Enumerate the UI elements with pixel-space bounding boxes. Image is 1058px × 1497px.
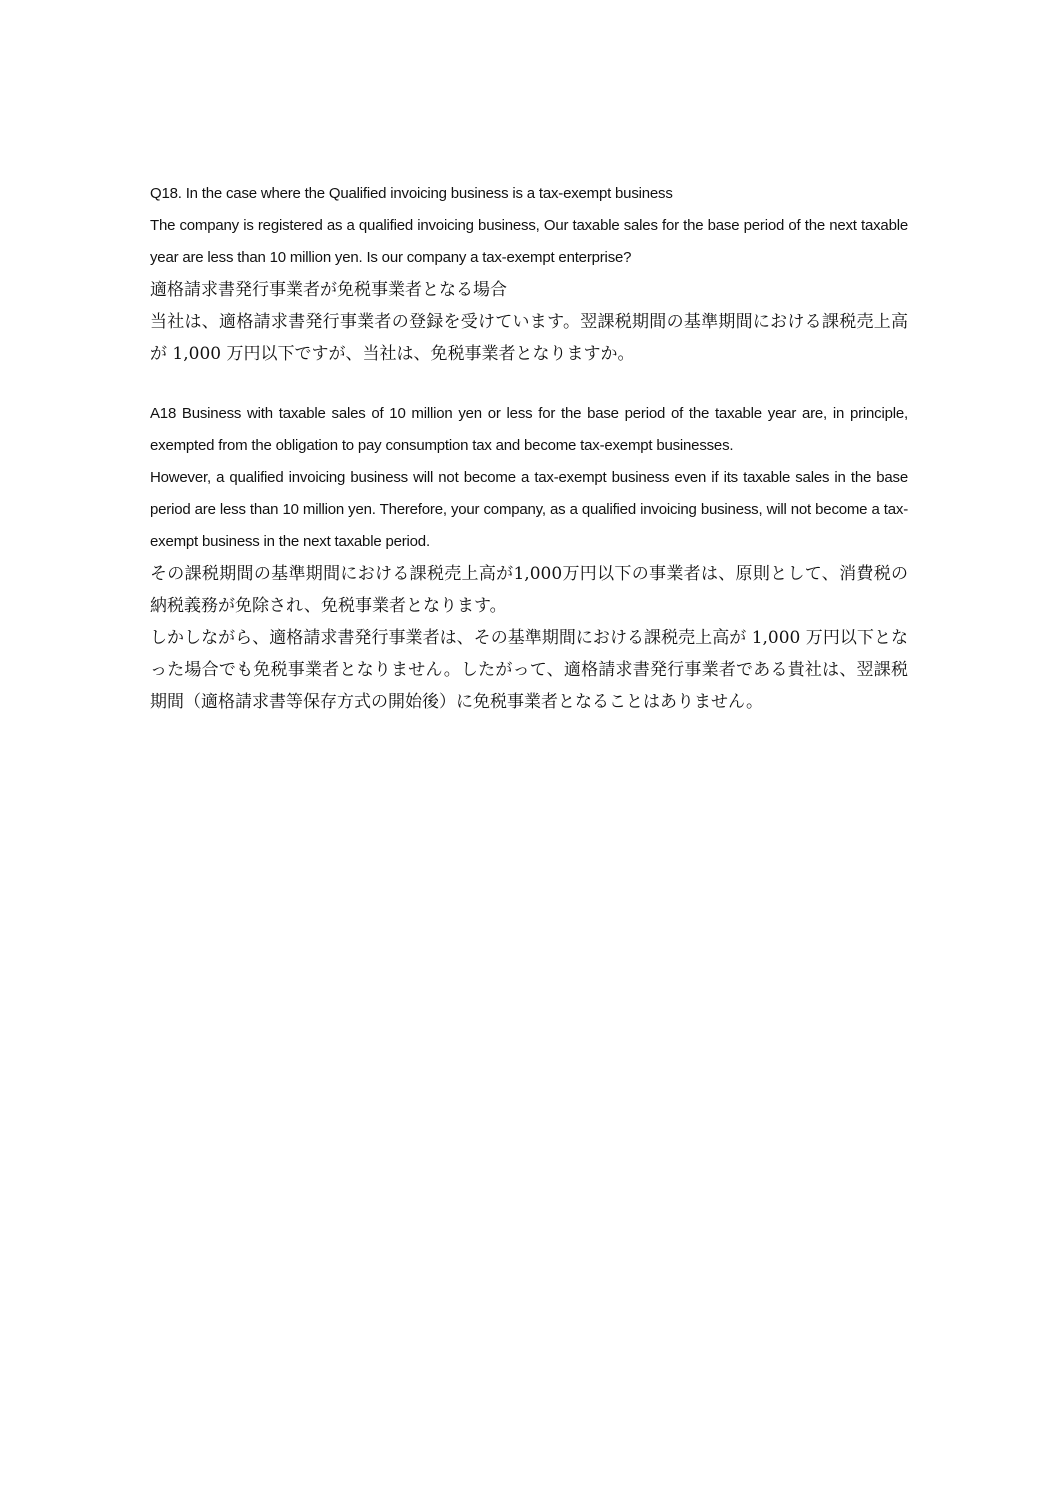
question-section — [150, 178, 908, 370]
section-spacer — [150, 370, 908, 398]
question-body-jp: 当社は、適格請求書発行事業者の登録を受けています。翌課税期間の基準期間における課税売上高が 1,000 万円以下ですが、当社は、免税事業者となりますか。 — [150, 312, 908, 364]
document-page — [150, 178, 908, 718]
question-heading — [150, 178, 908, 210]
answer-paragraph-1-jp: その課税期間の基準期間における課税売上高が1,000万円以下の事業者は、原則として、消費税の納税義務が免除され、免税事業者となります。 — [150, 564, 908, 616]
question-title-jp: 適格請求書発行事業者が免税事業者となる場合 — [150, 280, 507, 300]
question-title-en: . In the case where the Qualified invoicing business is a tax-exempt business — [177, 185, 673, 202]
answer-paragraph-2-en: However, a qualified invoicing business will not become a tax-exempt business even if its taxable sales in the base period are less than 10 million yen. Therefore, your company, as a qualified invoicing business, will not become a tax-exempt business in the next taxable period. — [150, 469, 908, 550]
answer-para1-en-text: Business with taxable sales of 10 million yen or less for the base period of the taxable year are, in principle, exempted from the obligation to pay consumption tax and become tax-exempt businesses. — [150, 405, 908, 454]
answer-section — [150, 398, 908, 718]
answer-label: A18 — [150, 405, 177, 422]
answer-paragraph-1-en — [150, 398, 908, 462]
question-body-en: The company is registered as a qualified invoicing business, Our taxable sales for the base period of the next taxable year are less than 10 million yen. Is our company a tax-exempt enterprise? — [150, 217, 908, 266]
answer-paragraph-2-jp: しかしながら、適格請求書発行事業者は、その基準期間における課税売上高が 1,000 万円以下となった場合でも免税事業者となりません。したがって、適格請求書発行事業者である貴社は、翌課税期間（適格請求書等保存方式の開始後）に免税事業者となることはありません。 — [150, 628, 908, 712]
question-label: Q18 — [150, 185, 178, 202]
